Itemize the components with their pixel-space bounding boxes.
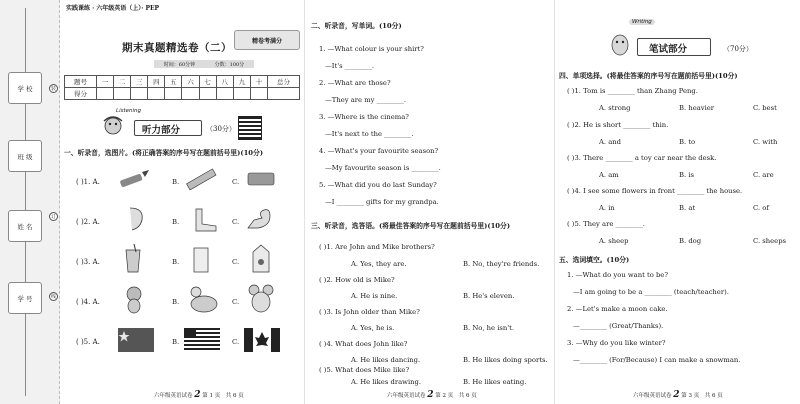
- page-2: [304, 0, 552, 404]
- name-label: 姓 名: [17, 222, 33, 231]
- answer-row-5[interactable]: ( )5. A.: [76, 338, 100, 346]
- q2-line: 5. —What did you do last Sunday?: [319, 181, 437, 189]
- q2-answer-line[interactable]: —They are my ________.: [325, 96, 407, 104]
- q4-option-b: B. at: [679, 204, 696, 212]
- score-table-score-row: [65, 88, 300, 100]
- crayon-icon: [116, 168, 150, 192]
- option-c: C.: [232, 338, 240, 346]
- option-c: C.: [232, 258, 240, 266]
- binding-mark: 装: [50, 86, 56, 92]
- class-field[interactable]: [8, 140, 42, 172]
- score-cell[interactable]: [182, 88, 199, 100]
- option-c: C.: [232, 298, 240, 306]
- q4-option-b: B. to: [679, 138, 696, 146]
- q5-answer-line[interactable]: —________ (For/Because) I can make a snowman.: [573, 356, 741, 364]
- q5-line: 1. —What do you want to be?: [567, 271, 668, 279]
- ruler-icon: [184, 166, 218, 192]
- score-table: [64, 75, 300, 100]
- footer-number: 2: [673, 390, 680, 400]
- q4-option-a: A. in: [599, 204, 615, 212]
- score-header-cell: 六: [182, 76, 199, 88]
- listening-mascot-icon: [98, 111, 128, 135]
- option-c: C.: [232, 178, 240, 186]
- score-header-cell: 七: [199, 76, 216, 88]
- canada-flag-icon: [244, 328, 280, 352]
- ribbon-badge: 精卷考满分: [234, 30, 300, 50]
- q3-option-b: B. He likes doing sports.: [463, 356, 548, 364]
- q3-option-b: B. He's eleven.: [463, 292, 515, 300]
- writing-section-title: 笔试部分: [649, 44, 688, 55]
- question-4-title: 四、单项选择。(将最佳答案的序号写在题前括号里)(10分): [559, 72, 738, 80]
- option-b: B.: [172, 218, 180, 226]
- q5-line: 3. —Why do you like winter?: [567, 339, 666, 347]
- q4-question[interactable]: ( )5. They are ________.: [567, 220, 645, 228]
- writing-section-points: （70分）: [723, 45, 753, 53]
- arm-icon: [244, 204, 280, 234]
- glass-icon: [186, 244, 216, 274]
- eraser-icon: [244, 168, 278, 190]
- footer-prefix: 六年级英语试卷: [633, 393, 672, 399]
- option-b: B.: [172, 258, 180, 266]
- listening-section-title: 听力部分: [142, 125, 181, 136]
- q3-question[interactable]: ( )1. Are John and Mike brothers?: [319, 243, 435, 251]
- time-label: 时间：60分钟: [163, 61, 196, 68]
- score-header-cell: 九: [233, 76, 250, 88]
- score-cell[interactable]: [216, 88, 233, 100]
- q2-answer-line[interactable]: —It's ________.: [325, 62, 375, 70]
- score-cell[interactable]: [96, 88, 113, 100]
- monkey-icon: [118, 284, 152, 314]
- footer-page: 第 2 页 共 6 页: [435, 393, 477, 399]
- q2-line: 1. —What colour is your shirt?: [319, 45, 424, 53]
- footer-prefix: 六年级英语试卷: [154, 393, 193, 399]
- school-label: 学 校: [17, 84, 33, 93]
- score-cell[interactable]: [165, 88, 182, 100]
- q2-answer-line[interactable]: —It's next to the ________.: [325, 130, 414, 138]
- question-1-title: 一、听录音，选图片。(将正确答案的序号写在题前括号里)(10分): [64, 149, 264, 157]
- score-header-cell: 四: [148, 76, 165, 88]
- q3-option-b: B. He likes eating.: [463, 378, 527, 386]
- exam-title: 期末真题精选卷（二）: [122, 42, 232, 54]
- question-5-title: 五、选词填空。(10分): [559, 256, 630, 264]
- qr-code[interactable]: [238, 116, 262, 140]
- q3-question[interactable]: ( )5. What does Mike like?: [319, 366, 410, 374]
- q5-answer-line[interactable]: —________ (Great/Thanks).: [573, 322, 664, 330]
- q5-line: 2. —Let's make a moon cake.: [567, 305, 668, 313]
- writing-mascot-icon: [607, 30, 633, 58]
- q4-option-c: C. best: [753, 104, 777, 112]
- q3-question[interactable]: ( )4. What does John like?: [319, 340, 408, 348]
- score-row-label: 得分: [65, 88, 97, 100]
- score-header-cell: 题号: [65, 76, 97, 88]
- school-field[interactable]: [8, 72, 42, 104]
- name-field[interactable]: [8, 210, 42, 242]
- ear-icon: [118, 204, 152, 234]
- binding-mark: 订: [50, 214, 56, 220]
- q3-option-b: B. No, they're friends.: [463, 260, 540, 268]
- question-2-title: 二、听录音，写单词。(10分): [311, 22, 402, 30]
- q4-option-c: C. with: [753, 138, 778, 146]
- score-header-cell: 十: [250, 76, 267, 88]
- score-cell[interactable]: [131, 88, 148, 100]
- score-table-header-row: [65, 76, 300, 88]
- student-id-label: 学 号: [17, 294, 33, 303]
- usa-flag-icon: [184, 328, 220, 352]
- answer-row-2[interactable]: ( )2. A.: [76, 218, 100, 226]
- q4-option-c: C. sheeps: [753, 237, 787, 245]
- series-header: 实践课练 · 六年级英语（上）· PEP: [66, 5, 160, 12]
- mouse-icon: [244, 282, 278, 314]
- page-3: [554, 0, 800, 404]
- q2-line: 2. —What are those?: [319, 79, 391, 87]
- q3-option-a: A. He is nine.: [351, 292, 398, 300]
- q4-option-c: C. are: [753, 171, 774, 179]
- q4-option-a: A. am: [599, 171, 619, 179]
- q4-option-c: C. of: [753, 204, 769, 212]
- q4-question[interactable]: ( )3. There ________ a toy car near the desk.: [567, 154, 717, 162]
- q3-question[interactable]: ( )2. How old is Mike?: [319, 276, 395, 284]
- q3-question[interactable]: ( )3. Is John older than Mike?: [319, 308, 420, 316]
- q4-question[interactable]: ( )2. He is short ________ thin.: [567, 121, 669, 129]
- score-header-cell: 二: [114, 76, 131, 88]
- page-1: [62, 0, 302, 404]
- q3-option-b: B. No, he isn't.: [463, 324, 515, 332]
- score-header-cell: 三: [131, 76, 148, 88]
- q2-answer-line[interactable]: —My favourite season is ________.: [325, 164, 441, 172]
- duck-icon: [184, 282, 222, 314]
- milk-carton-icon: [246, 242, 276, 274]
- footer-number: 2: [427, 390, 434, 400]
- q3-option-a: A. He likes dancing.: [351, 356, 421, 364]
- score-header-cell: 五: [165, 76, 182, 88]
- answer-row-1[interactable]: ( )1. A.: [76, 178, 100, 186]
- q4-option-b: B. is: [679, 171, 694, 179]
- listening-section-points: （30分）: [206, 125, 236, 133]
- score-cell[interactable]: [114, 88, 131, 100]
- q3-option-a: A. He likes drawing.: [351, 378, 422, 386]
- page-footer: [387, 390, 477, 400]
- q4-question[interactable]: ( )4. I see some flowers in front ________ the house.: [567, 187, 743, 195]
- q2-line: 3. —Where is the cinema?: [319, 113, 409, 121]
- q2-answer-line[interactable]: —I ________ gifts for my grandpa.: [325, 198, 439, 206]
- q4-option-a: A. strong: [599, 104, 631, 112]
- q5-answer-line[interactable]: —I am going to be a ________ (teach/teacher).: [573, 288, 729, 296]
- q3-option-a: A. Yes, they are.: [351, 260, 407, 268]
- binding-mark: 线: [50, 294, 56, 300]
- answer-row-4[interactable]: ( )4. A.: [76, 298, 100, 306]
- listening-badge: Listening: [116, 108, 141, 114]
- footer-page: 第 3 页 共 6 页: [681, 393, 723, 399]
- time-score-bar: [154, 60, 254, 68]
- writing-badge: Writing: [629, 19, 655, 25]
- binding-strip: [0, 0, 60, 404]
- score-cell[interactable]: [148, 88, 165, 100]
- answer-row-3[interactable]: ( )3. A.: [76, 258, 100, 266]
- foot-icon: [186, 206, 220, 234]
- student-id-field[interactable]: [8, 282, 42, 314]
- china-flag-icon: [118, 328, 154, 352]
- score-label: 分数：100分: [214, 61, 245, 68]
- q4-option-a: A. sheep: [599, 237, 629, 245]
- score-cell[interactable]: [250, 88, 267, 100]
- question-3-title: 三、听录音，选答语。(将最佳答案的序号写在题前括号里)(10分): [311, 222, 511, 230]
- q4-question[interactable]: ( )1. Tom is ________ than Zhang Peng.: [567, 87, 698, 95]
- drink-cup-icon: [118, 244, 148, 274]
- q2-line: 4. —What's your favourite season?: [319, 147, 439, 155]
- page-footer: [633, 390, 723, 400]
- q3-option-a: A. Yes, he is.: [351, 324, 395, 332]
- option-b: B.: [172, 338, 180, 346]
- q4-option-a: A. and: [599, 138, 622, 146]
- footer-page: 第 1 页 共 6 页: [202, 393, 244, 399]
- page-footer: [154, 390, 244, 400]
- class-label: 班 级: [17, 152, 33, 161]
- footer-number: 2: [194, 390, 201, 400]
- option-b: B.: [172, 178, 180, 186]
- score-cell[interactable]: [268, 88, 300, 100]
- option-c: C.: [232, 218, 240, 226]
- binding-line: [25, 8, 26, 396]
- score-header-cell: 总分: [268, 76, 300, 88]
- score-cell[interactable]: [233, 88, 250, 100]
- score-header-cell: 八: [216, 76, 233, 88]
- footer-prefix: 六年级英语试卷: [387, 393, 426, 399]
- score-cell[interactable]: [199, 88, 216, 100]
- q4-option-b: B. dog: [679, 237, 702, 245]
- option-b: B.: [172, 298, 180, 306]
- q4-option-b: B. heavier: [679, 104, 715, 112]
- score-header-cell: 一: [96, 76, 113, 88]
